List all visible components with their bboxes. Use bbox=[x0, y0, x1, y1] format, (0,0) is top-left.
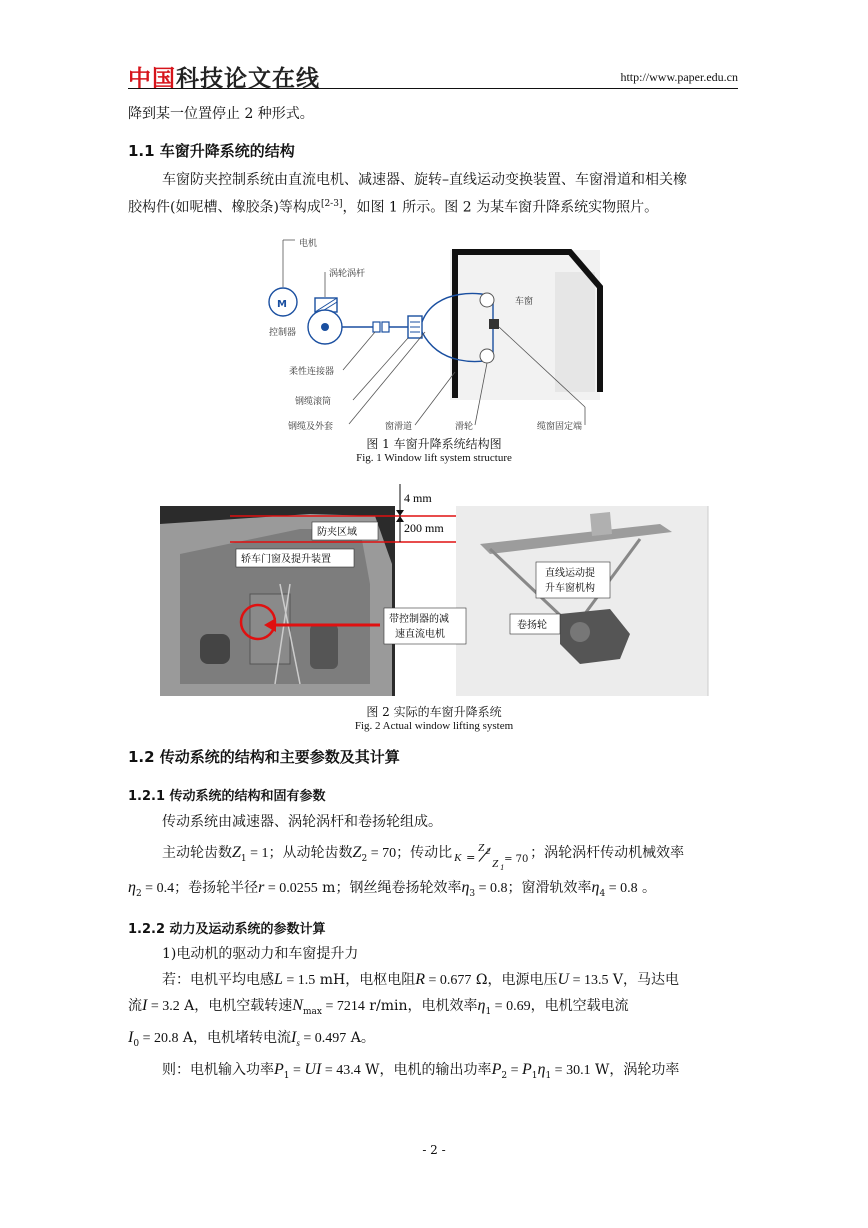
value-eta1: = 0.69 bbox=[491, 999, 531, 1014]
fig1-label-cable: 钢缆及外套 bbox=[288, 422, 334, 432]
value-eta2: = 0.4 bbox=[141, 881, 175, 896]
text: 则：电机输入功率 bbox=[162, 1062, 274, 1078]
section-1-2-2-line1: 若：电机平均电感L = 1.5 mH，电枢电阻R = 0.677 Ω，电源电压U = 13.5 V，马达电 bbox=[162, 971, 680, 988]
var-k: K bbox=[454, 852, 462, 864]
intro-line: 降到某一位置停止 2 种形式。 bbox=[128, 106, 314, 122]
citation: [2-3] bbox=[320, 199, 343, 209]
section-1-2-title: 1.2 传动系统的结构和主要参数及其计算 bbox=[128, 748, 400, 766]
fig2-label-200mm: 200 mm bbox=[404, 521, 444, 535]
text: ；从动轮齿数 bbox=[268, 845, 353, 861]
text: 流 bbox=[128, 998, 142, 1014]
text: A。 bbox=[346, 1030, 375, 1046]
section-1-2-1-title: 1.2.1 传动系统的结构和固有参数 bbox=[128, 789, 326, 804]
text: W，涡轮功率 bbox=[590, 1062, 680, 1078]
value-r: = 0.677 bbox=[425, 973, 472, 988]
section-1-2-2-line4: 则：电机输入功率$P_1$ = UI = 43.4 W，电机的输出功率$P_2 = P_1\eta_1 = 30.1$ W，涡轮功率 bbox=[162, 1061, 680, 1081]
figure1-diagram bbox=[255, 232, 615, 438]
text: Ω，电源电压 bbox=[471, 972, 558, 988]
var-z1-den: Z bbox=[492, 858, 499, 870]
figure2-photos bbox=[160, 484, 710, 699]
value-eta3: = 0.8 bbox=[475, 881, 508, 896]
fig2-label-zone: 防夹区域 bbox=[317, 527, 357, 538]
header-rule bbox=[128, 88, 738, 89]
value-z1: = 1 bbox=[246, 846, 269, 861]
text: 若：电机平均电感 bbox=[162, 972, 274, 988]
var-ui: UI bbox=[304, 1061, 322, 1078]
figure1-caption-cn: 图 1 车窗升降系统结构图 bbox=[366, 437, 502, 451]
page-number: - 2 - bbox=[422, 1143, 446, 1157]
fig1-label-motor: 电机 bbox=[299, 239, 318, 249]
value-i: = 3.2 bbox=[147, 999, 180, 1014]
text: ；窗滑轨效率 bbox=[507, 880, 592, 896]
value-eta4: = 0.8 bbox=[605, 881, 638, 896]
text: A，电机空载转速 bbox=[179, 998, 293, 1014]
fig1-label-controller: 控制器 bbox=[269, 328, 297, 338]
text: 。 bbox=[637, 880, 657, 896]
section-1-2-1-line1: 传动系统由减速器、涡轮涡杆和卷扬轮组成。 bbox=[162, 814, 442, 830]
fig2-label-4mm: 4 mm bbox=[404, 491, 432, 505]
figure1-caption-en: Fig. 1 Window lift system structure bbox=[356, 452, 512, 464]
var-r: r bbox=[258, 879, 265, 896]
para-text: ，如图 1 所示。图 2 为某车窗升降系统实物照片。 bbox=[342, 199, 659, 216]
fig1-label-window: 车窗 bbox=[515, 297, 534, 307]
text: ；涡轮涡杆传动机械效率 bbox=[530, 845, 685, 861]
section-1-1-title: 1.1 车窗升降系统的结构 bbox=[128, 142, 295, 160]
text: ，电机空载电流 bbox=[530, 998, 629, 1014]
fig2-label-door: 轿车门窗及提升装置 bbox=[241, 554, 331, 565]
value-r: = 0.0255 bbox=[264, 881, 318, 896]
value-p2: = 30.1 bbox=[551, 1063, 591, 1078]
section-1-1-para-line1: 车窗防夹控制系统由直流电机、减速器、旋转–直线运动变换装置、车窗滑道和相关橡 bbox=[162, 172, 687, 188]
header-url[interactable]: http://www.paper.edu.cn bbox=[620, 70, 738, 84]
value-z2: = 70 bbox=[367, 846, 397, 861]
equals: = bbox=[507, 1063, 522, 1078]
para-text: 胶构件(如呢槽、橡胶条)等构成 bbox=[128, 199, 321, 216]
text: r/min，电机效率 bbox=[364, 998, 478, 1014]
text: m；钢丝绳卷扬轮效率 bbox=[317, 880, 462, 896]
fig1-label-coupling: 柔性连接器 bbox=[289, 367, 335, 377]
section-1-2-2-title: 1.2.2 动力及运动系统的参数计算 bbox=[128, 922, 326, 937]
fig2-label-linear: 直线运动提 bbox=[545, 568, 595, 579]
fig1-label-fix: 缆窗固定端 bbox=[537, 422, 583, 432]
figure2-caption-cn: 图 2 实际的车窗升降系统 bbox=[366, 705, 502, 719]
value-is: = 0.497 bbox=[299, 1031, 347, 1046]
text: ；传动比 bbox=[396, 845, 453, 861]
section-1-2-1-line2: 主动轮齿数$Z_1 = 1$；从动轮齿数$Z_2 = 70$；传动比 K = Z 2 Z 1 = 70 ；涡轮涡杆传动机械效率 bbox=[162, 838, 684, 869]
equals: = bbox=[289, 1063, 305, 1078]
fig2-label-reel: 卷扬轮 bbox=[517, 620, 547, 631]
value-k: = 70 bbox=[504, 854, 529, 865]
fig2-label-linear2: 升车窗机构 bbox=[545, 583, 595, 594]
logo-red-text: 中国 bbox=[128, 66, 176, 92]
fig1-label-pulley: 滑轮 bbox=[455, 422, 474, 432]
text: 主动轮齿数 bbox=[162, 845, 232, 861]
fig2-label-motor: 带控制器的减 bbox=[389, 614, 449, 625]
section-1-2-2-line3: $I_0 = 20.8$ A，电机堵转电流$I_s = 0.497$ A。 bbox=[128, 1029, 375, 1049]
fig1-label-worm: 涡轮涡杆 bbox=[329, 269, 366, 279]
section-1-2-2-line2: 流I = 3.2 A，电机空载转速$N_{max} = 7214$ r/min，电机效率$\eta_1 = 0.69$，电机空载电流 bbox=[128, 997, 629, 1017]
ratio-fraction: K = Z 2 Z 1 = 70 bbox=[452, 838, 530, 868]
fig1-label-drum: 钢缆滚筒 bbox=[295, 397, 332, 407]
value-p1: = 43.4 bbox=[321, 1063, 361, 1078]
logo-black-text: 科技论文在线 bbox=[176, 66, 320, 92]
fig2-label-motor2: 速直流电机 bbox=[395, 629, 445, 640]
section-1-1-para-line2 bbox=[128, 194, 658, 218]
text: W，电机的输出功率 bbox=[360, 1062, 492, 1078]
value-i0: = 20.8 bbox=[139, 1031, 179, 1046]
text: mH，电枢电阻 bbox=[315, 972, 416, 988]
text: V，马达电 bbox=[608, 972, 680, 988]
section-1-2-1-line3: $\eta_2 = 0.4$；卷扬轮半径r = 0.0255 m；钢丝绳卷扬轮效率$\eta_3 = 0.8$；窗滑轨效率$\eta_4 = 0.8$ 。 bbox=[128, 879, 657, 899]
var-z2: Z bbox=[352, 844, 362, 861]
var-z1: Z bbox=[232, 844, 241, 861]
text: A，电机堵转电流 bbox=[178, 1030, 292, 1046]
text: ；卷扬轮半径 bbox=[174, 880, 259, 896]
figure2-caption-en: Fig. 2 Actual window lifting system bbox=[354, 720, 514, 732]
fig1-label-m: M bbox=[277, 299, 287, 310]
section-1-2-2-sub1: 1)电动机的驱动力和车窗提升力 bbox=[162, 946, 359, 962]
var-z2-num: Z bbox=[478, 842, 485, 854]
value-u: = 13.5 bbox=[569, 973, 609, 988]
value-n: = 7214 bbox=[321, 999, 365, 1014]
fig1-label-slide: 窗滑道 bbox=[385, 422, 413, 432]
value-l: = 1.5 bbox=[282, 973, 316, 988]
